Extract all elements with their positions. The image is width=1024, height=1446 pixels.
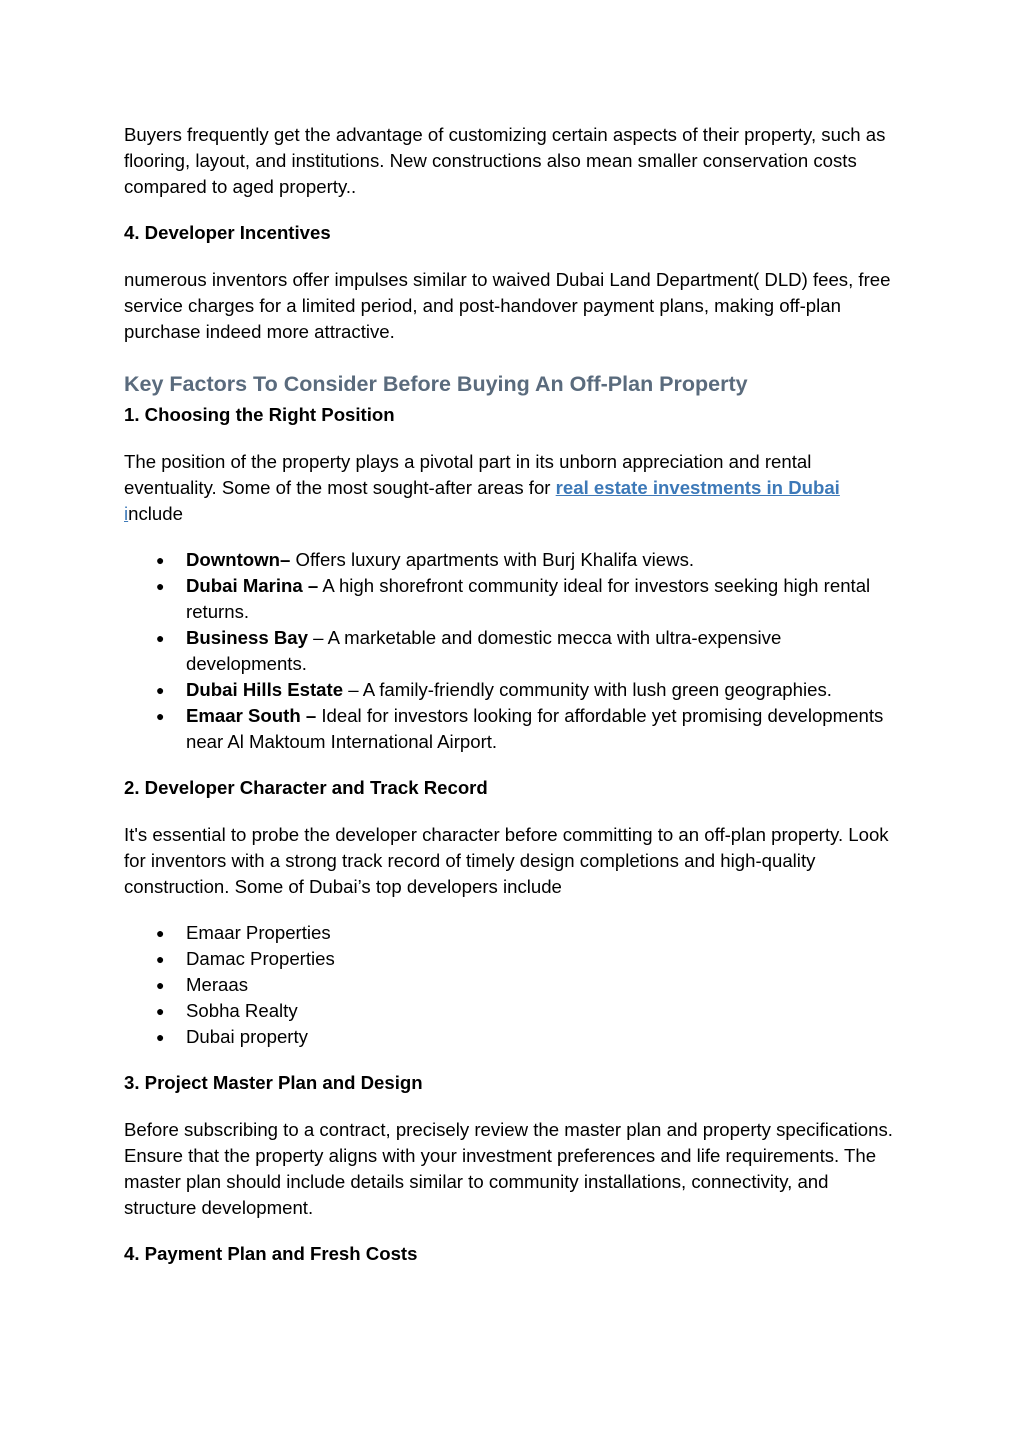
master-plan-heading: 3. Project Master Plan and Design <box>124 1072 423 1093</box>
areas-list <box>124 547 904 755</box>
link-tail[interactable]: i <box>124 503 129 524</box>
developer-name: Sobha Realty <box>186 1000 298 1021</box>
position-body <box>124 449 904 527</box>
developer-character-body: It's essential to probe the developer character before committing to an off-plan property. Look for inventors with a strong track record of timely design completions and high-quality construction. Some of Dubai’s top developers include <box>124 824 889 897</box>
list-item <box>124 573 904 625</box>
bullet-icon: ● <box>156 682 165 698</box>
bullet-icon: ● <box>156 1029 165 1045</box>
payment-plan-heading: 4. Payment Plan and Fresh Costs <box>124 1243 418 1264</box>
area-name: Business Bay <box>186 627 308 648</box>
list-item <box>124 920 904 946</box>
bullet-icon: ● <box>156 552 165 568</box>
bullet-icon: ● <box>156 578 165 594</box>
key-factors-heading: Key Factors To Consider Before Buying An Off-Plan Property <box>124 372 748 396</box>
list-item <box>124 1024 904 1050</box>
bullet-icon: ● <box>156 630 165 646</box>
intro-paragraph: Buyers frequently get the advantage of customizing certain aspects of their property, such as flooring, layout, and institutions. New constructions also mean smaller conservation costs compared to aged property.. <box>124 124 886 197</box>
list-item <box>124 972 904 998</box>
area-desc: A high shorefront community ideal for investors seeking high rental returns. <box>186 575 871 622</box>
bullet-icon: ● <box>156 951 165 967</box>
developer-name: Meraas <box>186 974 249 995</box>
area-desc: Offers luxury apartments with Burj Khalifa views. <box>290 549 695 570</box>
list-item <box>124 946 904 972</box>
list-item <box>124 998 904 1024</box>
bullet-icon: ● <box>156 1003 165 1019</box>
developers-list <box>124 920 904 1050</box>
list-item <box>124 547 904 573</box>
list-item <box>124 625 904 677</box>
document-page <box>124 122 904 1288</box>
developer-name: Damac Properties <box>186 948 335 969</box>
developer-incentives-heading: 4. Developer Incentives <box>124 222 331 243</box>
bullet-icon: ● <box>156 925 165 941</box>
position-body-tail: nclude <box>128 503 183 524</box>
area-name: Emaar South – <box>186 705 317 726</box>
bullet-icon: ● <box>156 977 165 993</box>
real-estate-investments-link[interactable]: real estate investments in Dubai <box>555 477 840 498</box>
bullet-icon: ● <box>156 708 165 724</box>
area-name: Downtown– <box>186 549 291 570</box>
master-plan-body: Before subscribing to a contract, precisely review the master plan and property specifications. Ensure that the property aligns with your investment preferences and life requirements. The master plan should include details similar to community installations, connectivity, and structure development. <box>124 1119 893 1218</box>
area-desc: Ideal for investors looking for affordable yet promising developments near Al Maktoum International Airport. <box>186 705 884 752</box>
area-name: Dubai Hills Estate <box>186 679 344 700</box>
developer-character-heading: 2. Developer Character and Track Record <box>124 777 488 798</box>
position-heading: 1. Choosing the Right Position <box>124 404 395 425</box>
list-item <box>124 677 904 703</box>
area-desc: – A marketable and domestic mecca with ultra-expensive developments. <box>186 627 782 674</box>
developer-name: Emaar Properties <box>186 922 331 943</box>
developer-incentives-body: numerous inventors offer impulses similar to waived Dubai Land Department( DLD) fees, free service charges for a limited period, and post-handover payment plans, making off-plan purchase indeed more attractive. <box>124 269 891 342</box>
area-desc: – A family-friendly community with lush green geographies. <box>343 679 832 700</box>
area-name: Dubai Marina – <box>186 575 319 596</box>
developer-name: Dubai property <box>186 1026 308 1047</box>
position-body-text: The position of the property plays a pivotal part in its unborn appreciation and rental eventuality. Some of the most sought-after areas for <box>124 451 812 498</box>
list-item <box>124 703 904 755</box>
